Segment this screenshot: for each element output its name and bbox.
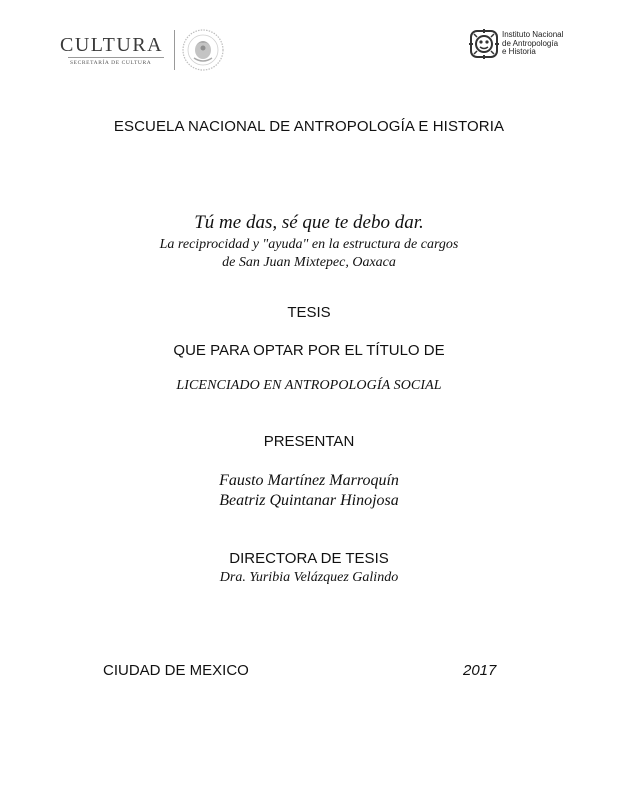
directora-label: DIRECTORA DE TESIS [229,550,389,567]
thesis-subtitle-line-1: La reciprocidad y "ayuda" en la estructura de cargos [159,237,459,252]
mexican-seal-icon [180,28,226,72]
author-name: Beatriz Quintanar Hinojosa [219,492,399,509]
thesis-title: Tú me das, sé que te debo dar. [194,212,424,233]
inah-logo [468,28,578,66]
inah-name [502,31,582,57]
optar-text: QUE PARA OPTAR POR EL TÍTULO DE [173,342,445,359]
author-name: Fausto Martínez Marroquín [219,472,399,489]
directora-name: Dra. Yuribia Velázquez Galindo [219,570,399,585]
inah-name-line: Instituto Nacional [502,30,564,39]
cultura-wordmark: CULTURA [60,34,164,56]
inah-name-line: de Antropología [502,38,559,48]
inah-emblem-icon [468,28,500,60]
city: CIUDAD DE MEXICO [103,662,249,679]
tesis-heading: TESIS [287,304,331,321]
year: 2017 [463,662,497,679]
cultura-subtitle: SECRETARÍA DE CULTURA [70,60,152,66]
presentan-heading: PRESENTAN [263,433,355,450]
thesis-subtitle-line-2: de San Juan Mixtepec, Oaxaca [222,255,396,270]
school-name: ESCUELA NACIONAL DE ANTROPOLOGÍA E HISTORIA [113,118,505,135]
logo-divider [174,30,175,70]
cultura-logo [58,26,228,74]
inah-name-line: e Historia [502,47,536,56]
cultura-rule [68,57,164,58]
degree-title: LICENCIADO EN ANTROPOLOGÍA SOCIAL [176,378,442,393]
